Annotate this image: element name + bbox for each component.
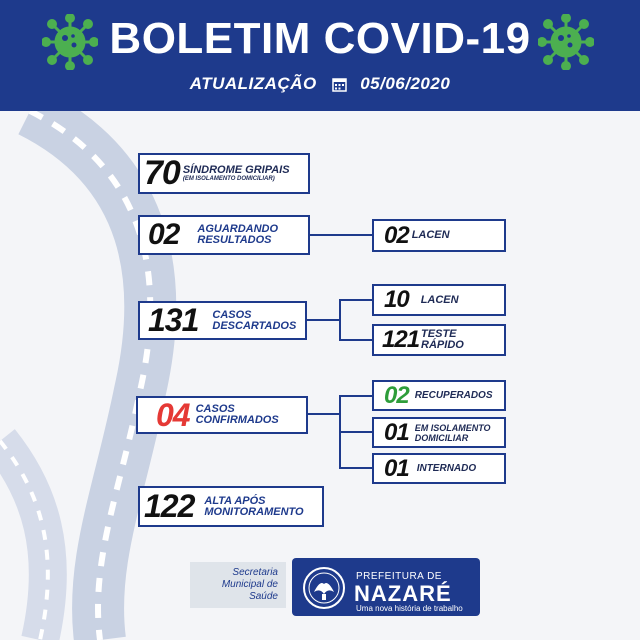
descartados-box: [138, 301, 307, 340]
recuperados-value: 02: [384, 381, 409, 409]
confirmados-label: [196, 404, 279, 426]
sindrome-gripais-sub: (EM ISOLAMENTO DOMICILIAR): [182, 175, 275, 182]
recuperados-box: [372, 380, 506, 411]
descartados-label: [212, 310, 296, 332]
aguardando-label-line2: RESULTADOS: [197, 234, 272, 246]
confirmados-value: 04: [156, 396, 190, 433]
sindrome-gripais-box: [138, 153, 310, 194]
descartados-teste-label: [421, 329, 464, 351]
aguardando-value: 02: [148, 218, 180, 251]
city-emblem-icon: [302, 566, 346, 610]
descartados-lacen-box: [372, 284, 506, 316]
alta-box: [138, 486, 324, 527]
internado-value: 01: [384, 454, 409, 482]
alta-value: 122: [144, 488, 195, 524]
confirmados-box: [136, 396, 308, 434]
isolamento-value: 01: [384, 418, 409, 446]
alta-label: [204, 496, 303, 518]
aguardando-label-line1: AGUARDANDO: [197, 223, 279, 235]
internado-box: [372, 453, 506, 484]
descartados-teste-value: 121: [382, 326, 420, 353]
isolamento-label: [415, 423, 491, 443]
sindrome-gripais-title: SÍNDROME GRIPAIS: [182, 163, 290, 176]
prefeitura-slogan: Uma nova história de trabalho: [356, 604, 463, 613]
confirmados-label-line2: CONFIRMADOS: [195, 414, 279, 426]
descartados-label-line2: DESCARTADOS: [212, 319, 297, 332]
secretaria-logo: [190, 562, 286, 608]
alta-label-line2: MONITORAMENTO: [204, 505, 304, 518]
secretaria-text: [222, 567, 278, 603]
secretaria-line3: Saúde: [249, 591, 278, 602]
internado-label: INTERNADO: [416, 463, 477, 474]
aguardando-lacen-box: [372, 219, 506, 252]
descartados-lacen-value: 10: [384, 286, 409, 313]
recuperados-label: RECUPERADOS: [414, 390, 493, 401]
isolamento-box: [372, 417, 506, 448]
city-name: NAZARÉ: [354, 581, 452, 606]
page-title: BOLETIM COVID-19: [109, 14, 531, 63]
alta-label-line1: ALTA APÓS: [204, 494, 266, 507]
sindrome-gripais-value: 70: [144, 154, 180, 192]
descartados-value: 131: [148, 302, 199, 338]
prefeitura-logo: [292, 558, 480, 616]
teste-label-line2: RÁPIDO: [421, 339, 464, 351]
teste-label-line1: TESTE: [421, 328, 457, 340]
sindrome-gripais-label: [183, 165, 290, 183]
secretaria-line2: Municipal de: [221, 579, 278, 590]
isolamento-label-line2: DOMICILIAR: [414, 432, 469, 443]
secretaria-line1: Secretaria: [232, 567, 278, 578]
prefeitura-label: PREFEITURA DE: [356, 571, 442, 582]
isolamento-label-line1: EM ISOLAMENTO: [414, 422, 491, 433]
confirmados-label-line1: CASOS: [195, 403, 235, 415]
aguardando-lacen-value: 02: [384, 221, 409, 249]
update-date: 05/06/2020: [360, 74, 451, 93]
descartados-label-line1: CASOS: [212, 308, 252, 321]
descartados-lacen-label: LACEN: [420, 293, 459, 306]
update-label: ATUALIZAÇÃO: [189, 74, 317, 93]
aguardando-label: [197, 224, 278, 246]
aguardando-lacen-label: LACEN: [411, 229, 450, 241]
descartados-teste-box: [372, 324, 506, 356]
aguardando-box: [138, 215, 310, 255]
